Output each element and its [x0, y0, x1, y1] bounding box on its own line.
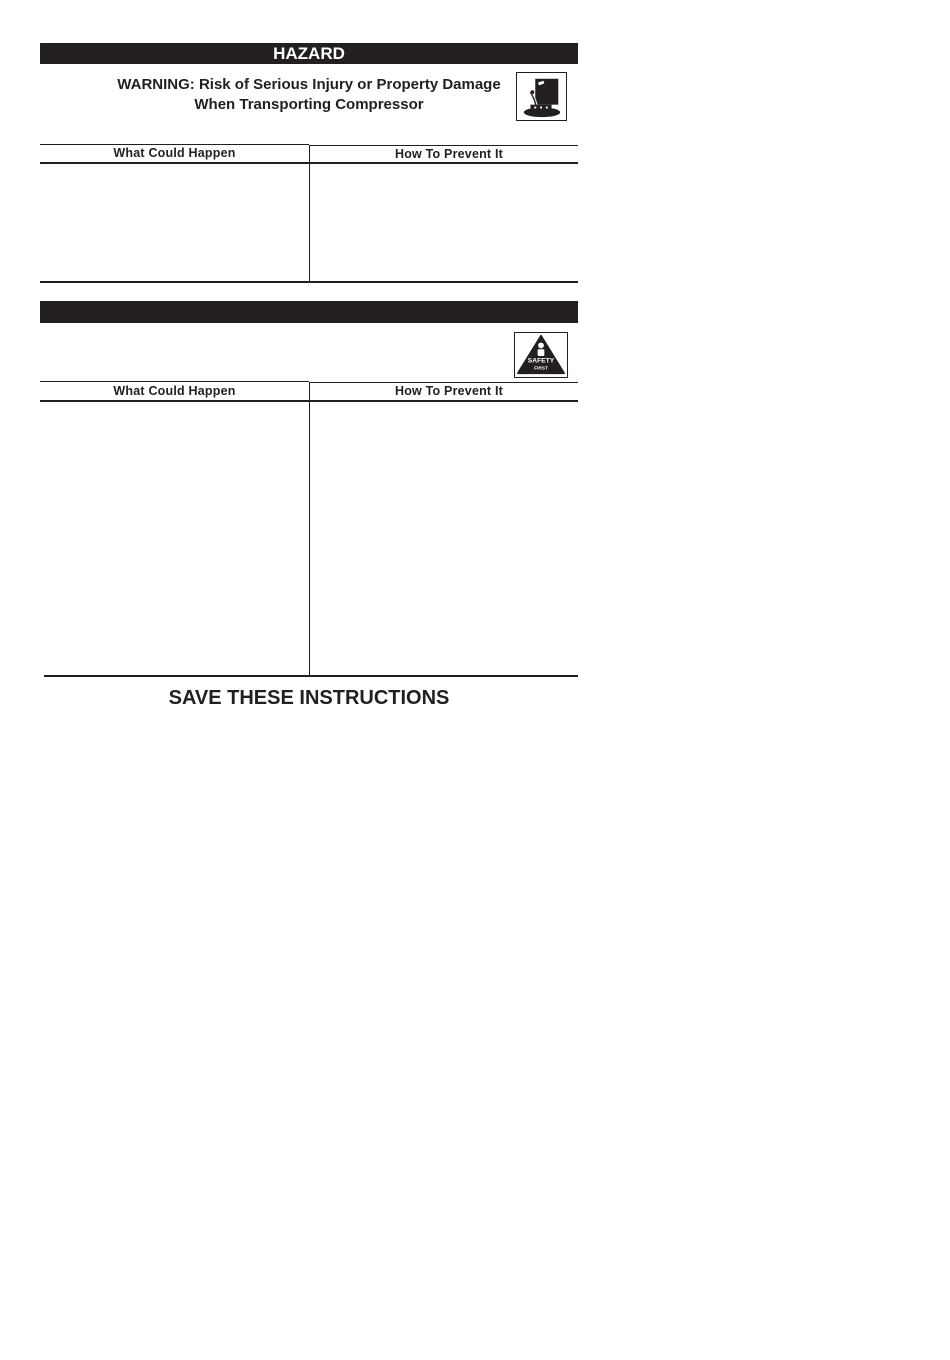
warning-line-1: WARNING: Risk of Serious Injury or Property Damage — [117, 76, 501, 93]
table1-col-what-could-happen: What Could Happen — [113, 146, 236, 160]
table2-col-how-to-prevent: How To Prevent It — [394, 384, 504, 398]
warning-line-2: When Transporting Compressor — [194, 96, 424, 113]
table2-bottom-rule — [44, 675, 578, 677]
table2-column-divider — [309, 382, 310, 676]
safety-first-icon — [514, 332, 568, 378]
hazard-heading: HAZARD — [273, 44, 345, 63]
table2-top-rule-right — [309, 382, 578, 383]
save-instructions-footer: SAVE THESE INSTRUCTIONS — [168, 687, 450, 709]
table2-header-rule-right — [309, 400, 578, 402]
safety-icon-text: SAFETY — [527, 357, 555, 365]
safety-header-bar — [40, 301, 578, 323]
transport-warning — [90, 75, 528, 115]
transport-tipping-hazard-icon — [516, 72, 567, 121]
table1-top-rule-left — [40, 144, 309, 145]
first-icon-text: FIRST — [534, 366, 548, 372]
table1-header-rule-left — [40, 162, 309, 164]
table1-bottom-rule — [40, 281, 578, 283]
table2-top-rule-left — [40, 381, 309, 382]
hazard-header-bar — [40, 43, 578, 64]
table2-col-what-could-happen: What Could Happen — [113, 384, 236, 398]
table2-header-rule-left — [40, 400, 309, 402]
table1-column-divider — [309, 145, 310, 282]
table1-col-how-to-prevent: How To Prevent It — [394, 147, 504, 161]
table1-top-rule-right — [309, 145, 578, 146]
table1-header-rule-right — [309, 162, 578, 164]
